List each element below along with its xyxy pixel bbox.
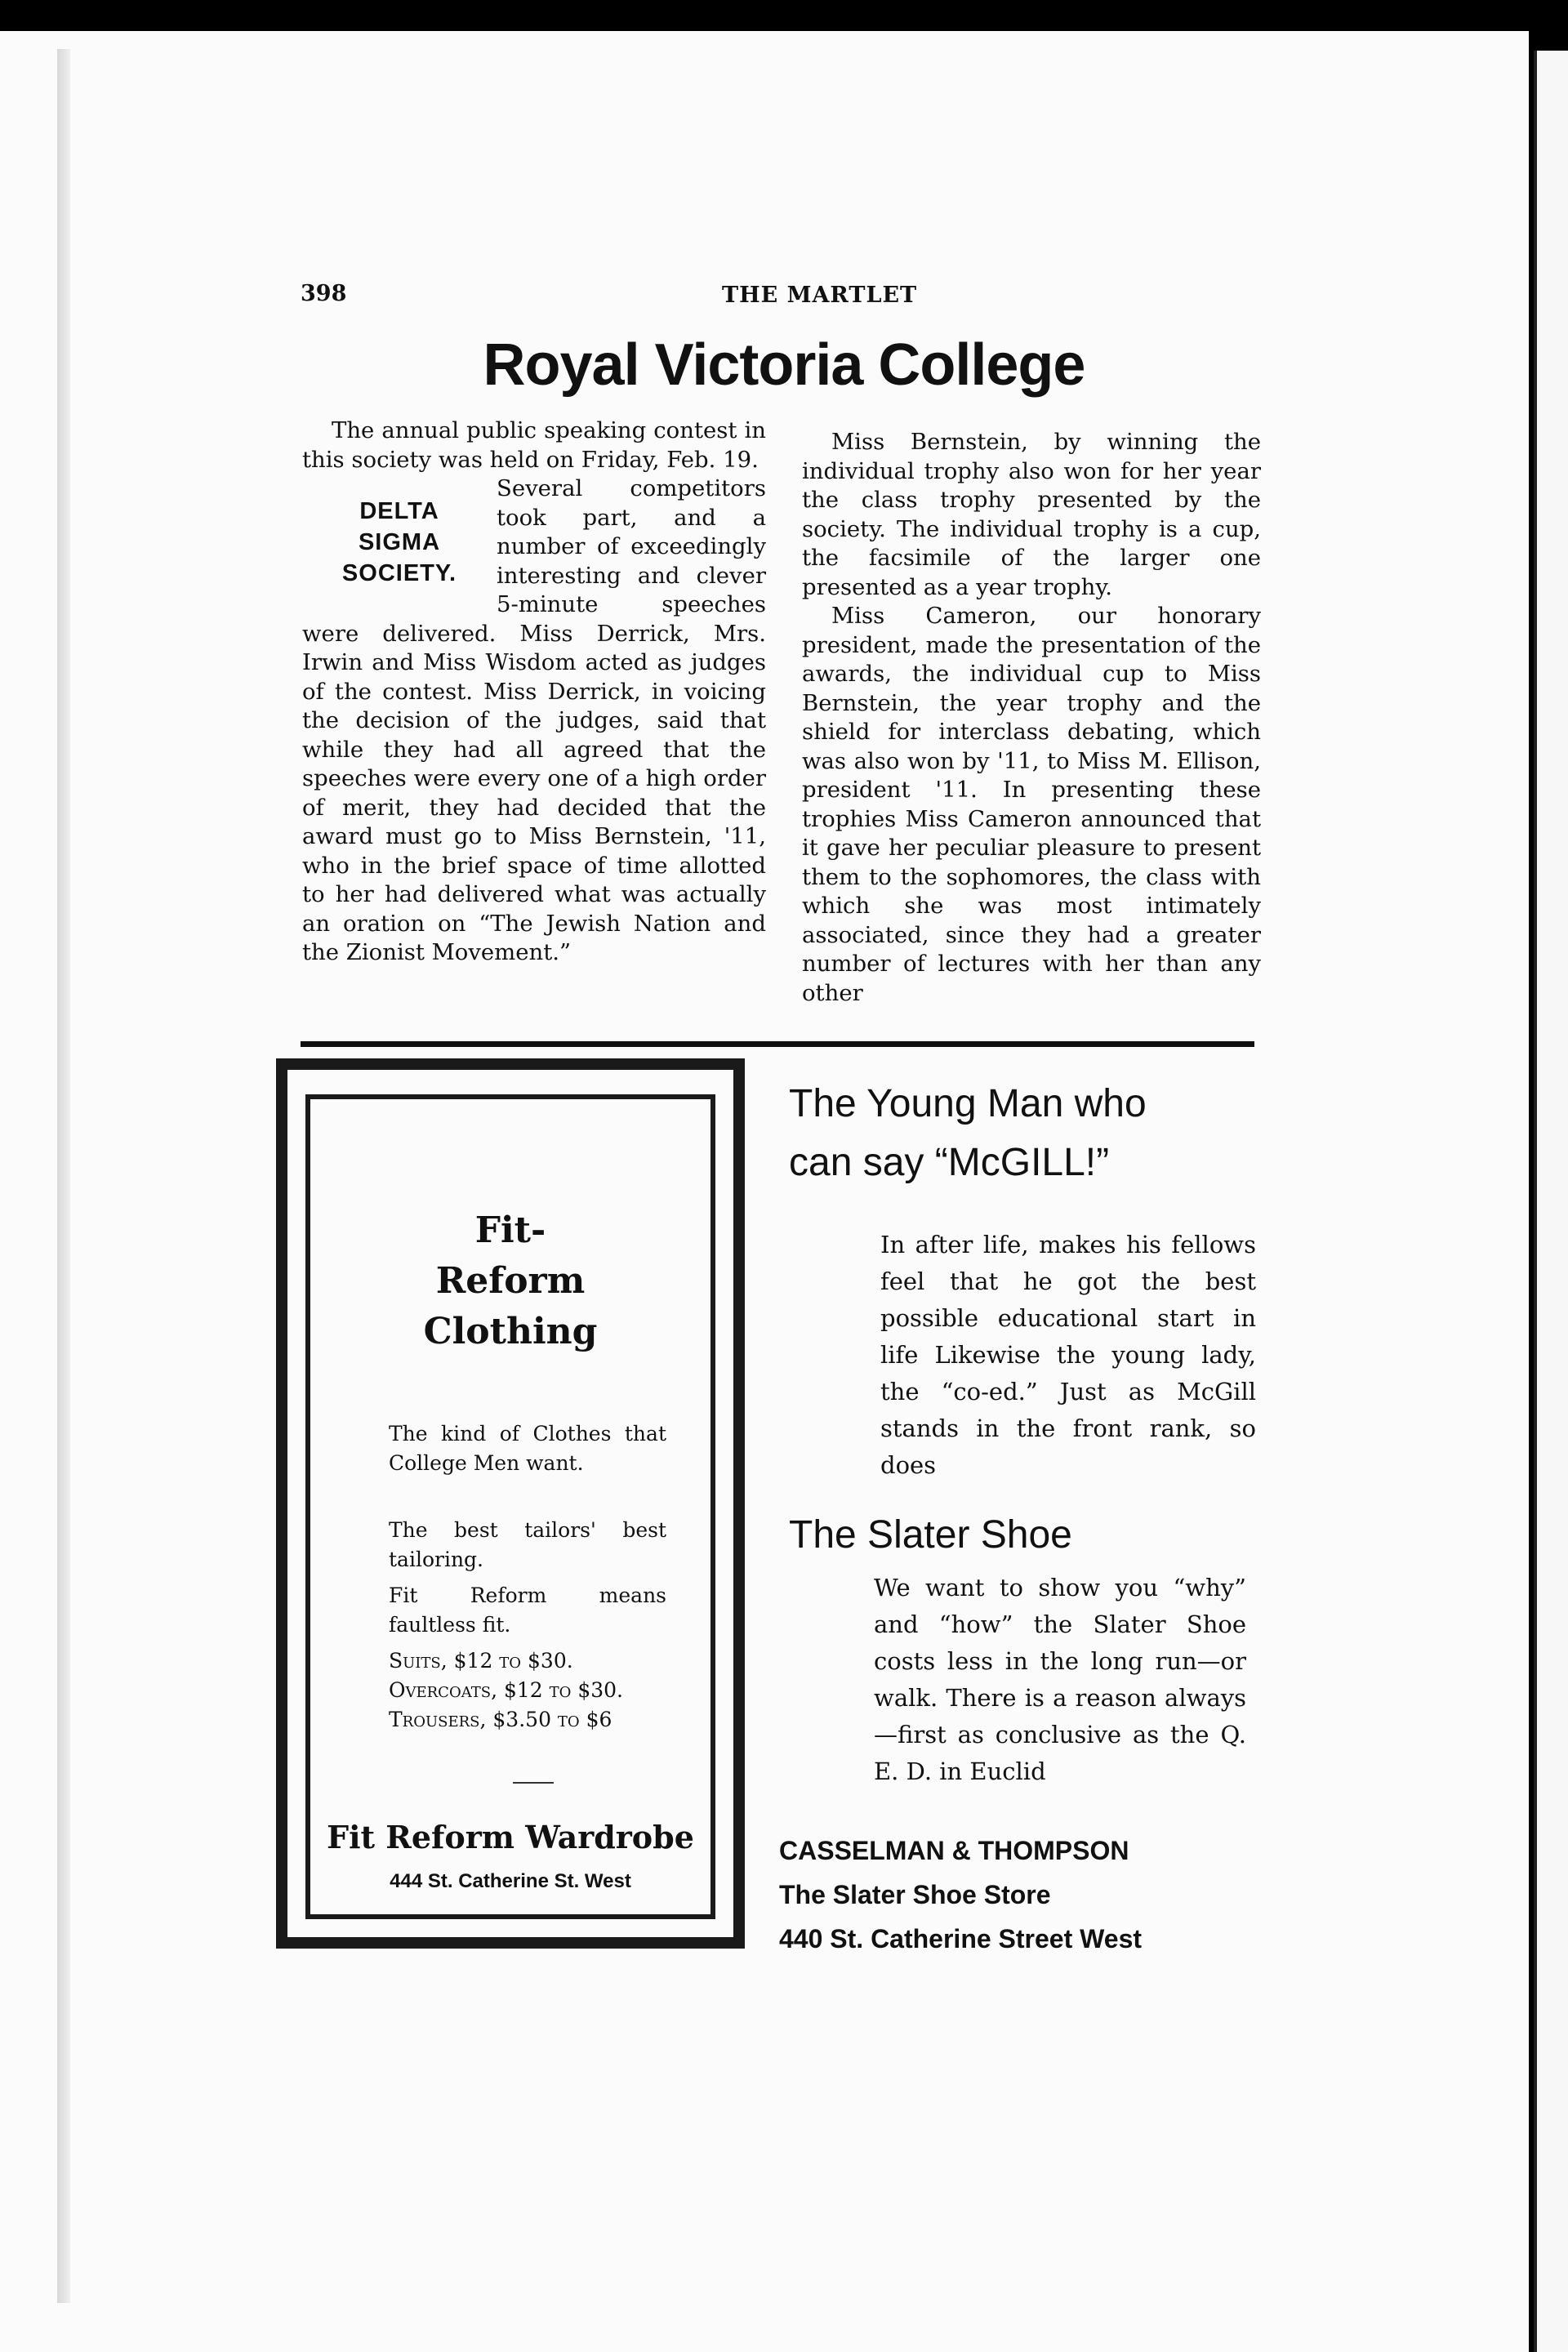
ad-price-list bbox=[389, 1646, 623, 1735]
ad-inner-border bbox=[305, 1094, 715, 1919]
sidehead-line: SIGMA bbox=[358, 529, 441, 555]
right-paragraph-2: Miss Cameron, our honorary president, made the presentation of the awards, the individual cup to Miss Bernstein, the year trophy and the shield for interclass debating, which was also won by '11, to Miss M. Ellison, president '11. In presenting these trophies Miss Cameron announced that it gave her peculiar pleasure to present them to the sophomores, the class with which she was most intimately associated, since they had a greater number of lectures with her than any other bbox=[802, 603, 1261, 1006]
right-paragraph-1: Miss Bernstein, by winning the individual trophy also won for her year the class trophy presented by the society. The individual trophy is a cup, the facsimile of the larger one presented as a year trophy. bbox=[802, 429, 1261, 600]
left-intro: The annual public speaking contest in this society was held on Friday, Feb. 19. bbox=[302, 417, 766, 473]
sidehead-line: DELTA bbox=[359, 498, 439, 524]
left-body: Several competitors took part, and a number of exceedingly interesting and clever 5-minute speeches were delivered. Miss Derrick, Mrs. Irwin and Miss Wisdom acted as judges of the contest. Miss Derrick, in voicing the decision of the judges, said that while they had all agreed that the speeches were every one of a high order of merit, they had decided that the award must go to Miss Bernstein, '11, who in the brief space of time allotted to her had delivered what was actually an oration on “The Jewish Nation and the Zionist Movement.” bbox=[302, 475, 766, 965]
ad-paragraph: The kind of Clothes that College Men want. bbox=[389, 1422, 666, 1475]
sidehead-line: SOCIETY. bbox=[341, 560, 457, 586]
slater-headline-1: The Young Man who bbox=[789, 1082, 1147, 1125]
ad-store-name: Fit Reform Wardrobe bbox=[327, 1819, 694, 1855]
ad-title-line: Reform bbox=[435, 1260, 586, 1302]
ad-title bbox=[310, 1205, 710, 1357]
ad-paragraph: The best tailors' best tailoring. bbox=[389, 1518, 666, 1571]
running-head: THE MARTLET bbox=[722, 283, 918, 308]
page-number: 398 bbox=[301, 281, 347, 306]
price-line: Overcoats, $12 to $30. bbox=[389, 1678, 623, 1702]
slater-body-2: We want to show you “why” and “how” the Slater Shoe costs less in the long run—or walk. There is a reason always—first as conclusive as the Q. E. D. in Euclid bbox=[874, 1574, 1246, 1785]
price-line: Trousers, $3.50 to $6 bbox=[389, 1708, 612, 1731]
ad-store-address: 444 St. Catherine St. West bbox=[390, 1870, 631, 1892]
slater-store-address: 440 St. Catherine Street West bbox=[779, 1924, 1143, 1953]
ad-title-line: Fit- bbox=[474, 1209, 546, 1251]
fit-reform-advertisement bbox=[276, 1058, 745, 1949]
article-column-left bbox=[302, 416, 766, 968]
slater-headline-3: The Slater Shoe bbox=[789, 1513, 1072, 1557]
article-column-right bbox=[802, 428, 1261, 1008]
slater-body-1: In after life, makes his fellows feel that he got the best possible educational start in life Likewise the young lady, the “co-ed.” Just as McGill stands in the front rank, so does bbox=[880, 1231, 1256, 1479]
price-line: Suits, $12 to $30. bbox=[389, 1649, 573, 1673]
article-title: Royal Victoria College bbox=[483, 332, 1085, 398]
ad-title-line: Clothing bbox=[423, 1311, 598, 1352]
section-sidehead bbox=[322, 496, 477, 589]
slater-store-subtitle: The Slater Shoe Store bbox=[779, 1880, 1051, 1909]
slater-headline-2: can say “McGILL!” bbox=[789, 1141, 1110, 1184]
ad-paragraph: Fit Reform means faultless fit. bbox=[389, 1584, 666, 1637]
horizontal-rule bbox=[301, 1041, 1254, 1047]
slater-store-name: CASSELMAN & THOMPSON bbox=[779, 1836, 1129, 1865]
ad-divider bbox=[513, 1782, 554, 1784]
